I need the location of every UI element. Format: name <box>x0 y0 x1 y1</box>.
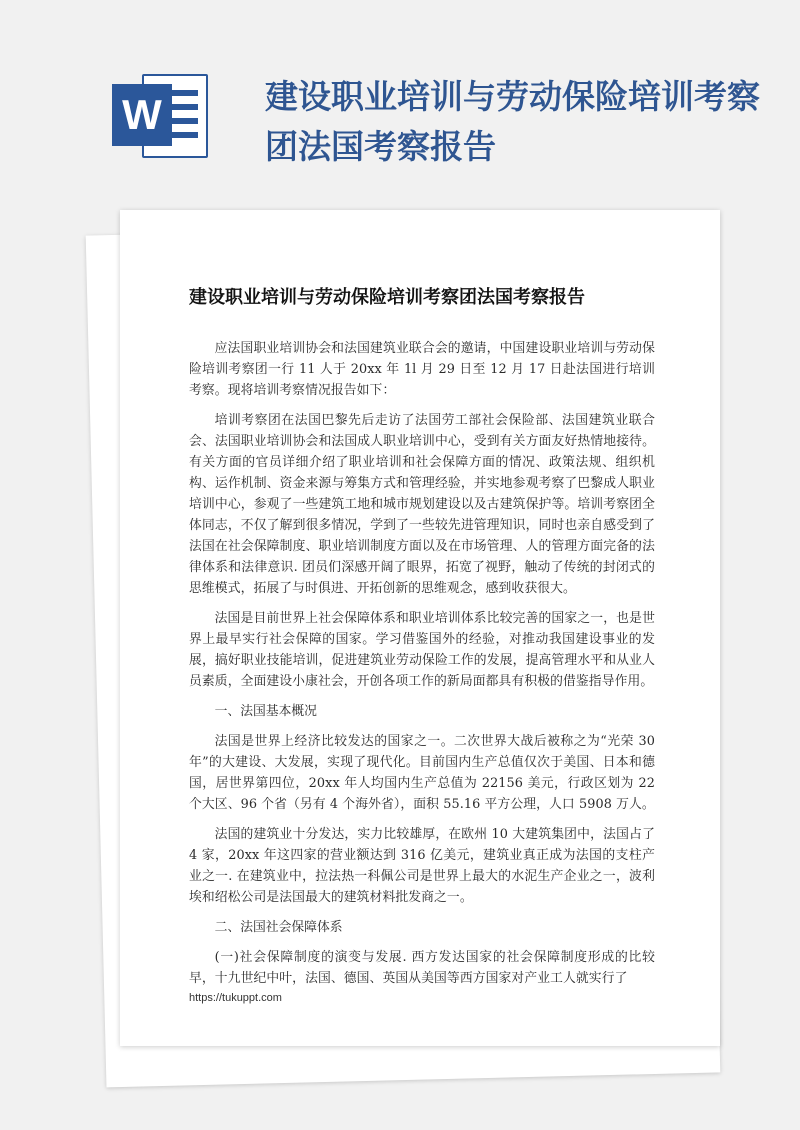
word-icon-letter: W <box>112 84 172 146</box>
paragraph: 法国的建筑业十分发达，实力比较雄厚，在欧州 10 大建筑集团中，法国占了 4 家，20xx 年这四家的营业额达到 316 亿美元，建筑业真正成为法国的支柱产业之一. 在建筑业中，拉法热一科佩公司是世界上最大的水泥生产企业之一，波利埃和绍松公司是法国最大的建筑材料批发商之一。 <box>189 827 655 905</box>
section-heading: 二、法国社会保障体系 <box>214 920 343 935</box>
paragraph: 法国是目前世界上社会保障体系和职业培训体系比较完善的国家之一，也是世界上最早实行社会保障的国家。学习借鉴国外的经验，对推动我国建设事业的发展，搞好职业技能培训，促进建筑业劳动保险工作的发展，提高管理水平和从业人员素质，全面建设小康社会，开创各项工作的新局面都具有积极的借鉴指导作用。 <box>189 611 655 689</box>
section-heading: 一、法国基本概况 <box>214 704 317 719</box>
word-document-icon <box>112 72 212 160</box>
banner-title: 建设职业培训与劳动保险培训考察团法国考察报告 <box>265 77 760 166</box>
paragraph: 培训考察团在法国巴黎先后走访了法国劳工部社会保险部、法国建筑业联合会、法国职业培训协会和法国成人职业培训中心，受到有关方面友好热情地接待。有关方面的官员详细介绍了职业培训和社会保障方面的情况、政策法规、组织机构、运作机制、资金来源与筹集方式和管理经验，并实地参观考察了巴黎成人职业培训中心，参观了一些建筑工地和城市规划建设以及古建筑保护等。培训考察团全体同志，不仅了解到很多情况，学到了一些较先进管理知识，同时也亲自感受到了法国在社会保障制度、职业培训制度方面以及在市场管理、人的管理方面完备的法律体系和法律意识. 团员们深感开阔了眼界，拓宽了视野，触动了传统的封闭式的思维模式，拓展了与时俱进、开拓创新的思维观念，感到收获很大。 <box>189 413 655 596</box>
paragraph: 应法国职业培训协会和法国建筑业联合会的邀请，中国建设职业培训与劳动保险培训考察团一行 11 人于 20xx 年 1l 月 29 日至 12 月 17 日赴法国进行培训考察。现将培训考察情况报告如下： <box>189 341 655 398</box>
paragraph: (一)社会保障制度的演变与发展. 西方发达国家的社会保障制度形成的比较早，十九世纪中叶，法国、德国、英国从美国等西方国家对产业工人就实行了 <box>189 950 655 986</box>
paragraph: 法国是世界上经济比较发达的国家之一。二次世界大战后被称之为“光荣 30 年”的大建设、大发展，实现了现代化。目前国内生产总值仅次于美国、日本和德国，居世界第四位，20xx 年人均国内生产总值为 22156 美元，行政区划为 22 个大区、96 个省（另有 4 个海外省），面积 55.16 平方公理，人口 5908 万人。 <box>189 734 655 812</box>
document-title: 建设职业培训与劳动保险培训考察团法国考察报告 <box>189 287 585 308</box>
document-page <box>120 210 720 1046</box>
footer-url[interactable]: https://tukuppt.com <box>189 992 282 1004</box>
document-body <box>189 338 655 986</box>
